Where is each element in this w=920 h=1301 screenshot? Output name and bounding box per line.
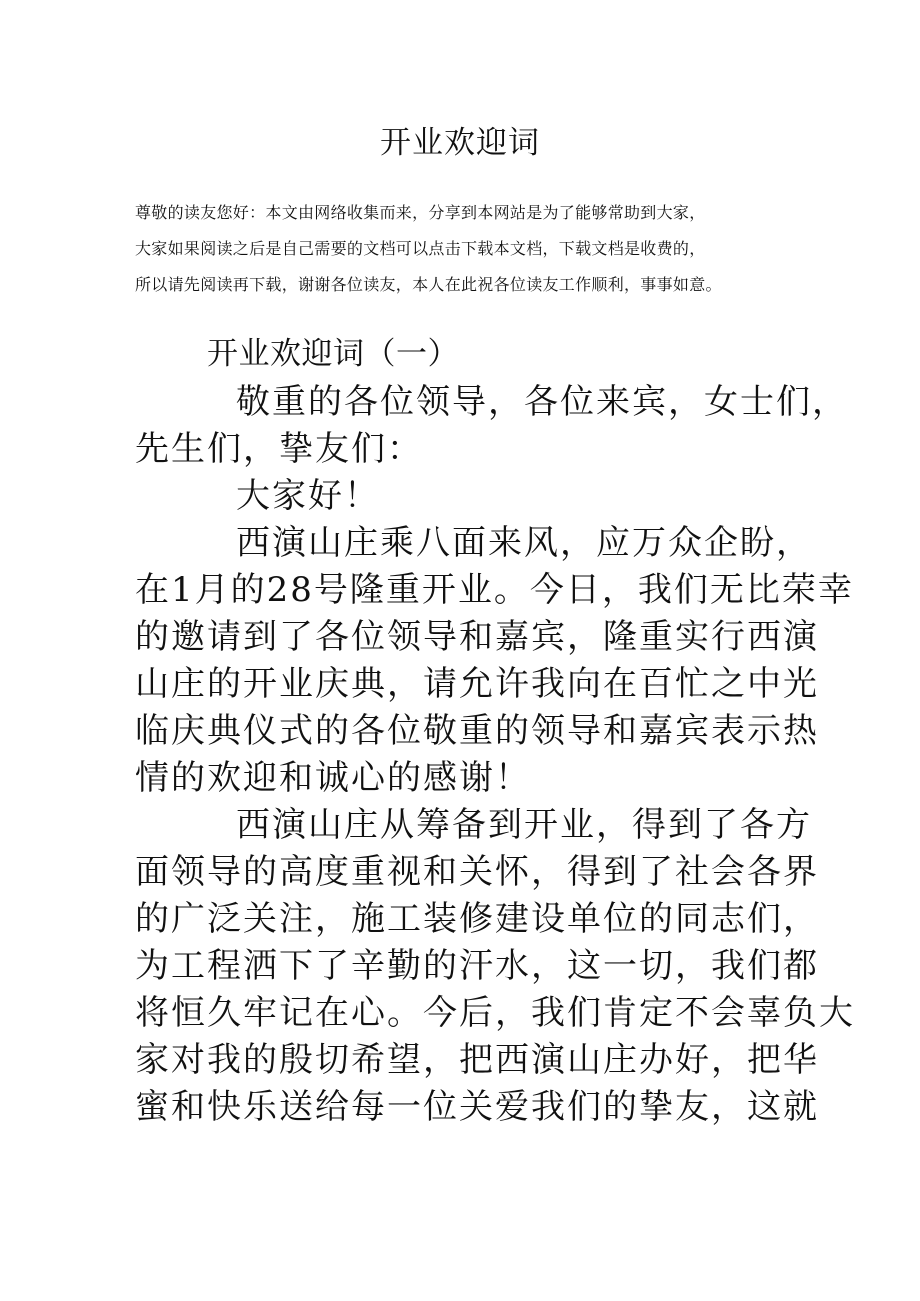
document-title: 开业欢迎词 xyxy=(380,125,540,161)
notice-line: 大家如果阅读之后是自己需要的文档可以点击下载本文档，下载文档是收费的， xyxy=(135,239,706,258)
body-line: 临庆典仪式的各位敬重的领导和嘉宾表示热 xyxy=(135,711,819,751)
reader-notice xyxy=(135,195,815,303)
body-line: 敬重的各位领导，各位来宾，女士们， xyxy=(236,382,848,422)
body-line: 的广泛关注，施工装修建设单位的同志们， xyxy=(135,899,819,939)
body-line: 在1月的28号隆重开业。今日，我们无比荣幸 xyxy=(135,570,854,610)
body-line: 的邀请到了各位领导和嘉宾，隆重实行西演 xyxy=(135,617,819,657)
body-line: 西演山庄乘八面来风，应万众企盼， xyxy=(236,523,812,563)
body-text xyxy=(135,379,855,1131)
body-line: 西演山庄从筹备到开业，得到了各方 xyxy=(236,805,812,845)
body-line: 情的欢迎和诚心的感谢！ xyxy=(135,758,531,798)
body-line: 将恒久牢记在心。今后，我们肯定不会辜负大 xyxy=(135,993,855,1033)
body-line: 蜜和快乐送给每一位关爱我们的挚友，这就 xyxy=(135,1087,819,1127)
body-line: 先生们，挚友们： xyxy=(135,429,423,469)
body-line: 面领导的高度重视和关怀，得到了社会各界 xyxy=(135,852,819,892)
notice-line: 所以请先阅读再下载，谢谢各位读友，本人在此祝各位读友工作顺利，事事如意。 xyxy=(135,275,722,294)
body-line: 山庄的开业庆典，请允许我向在百忙之中光 xyxy=(135,664,819,704)
body-line: 家对我的殷切希望，把西演山庄办好，把华 xyxy=(135,1040,819,1080)
section-heading: 开业欢迎词（一） xyxy=(207,336,459,372)
body-line: 大家好！ xyxy=(236,476,380,516)
body-line: 为工程洒下了辛勤的汗水，这一切，我们都 xyxy=(135,946,819,986)
notice-line: 尊敬的读友您好：本文由网络收集而来，分享到本网站是为了能够常助到大家， xyxy=(135,203,706,222)
